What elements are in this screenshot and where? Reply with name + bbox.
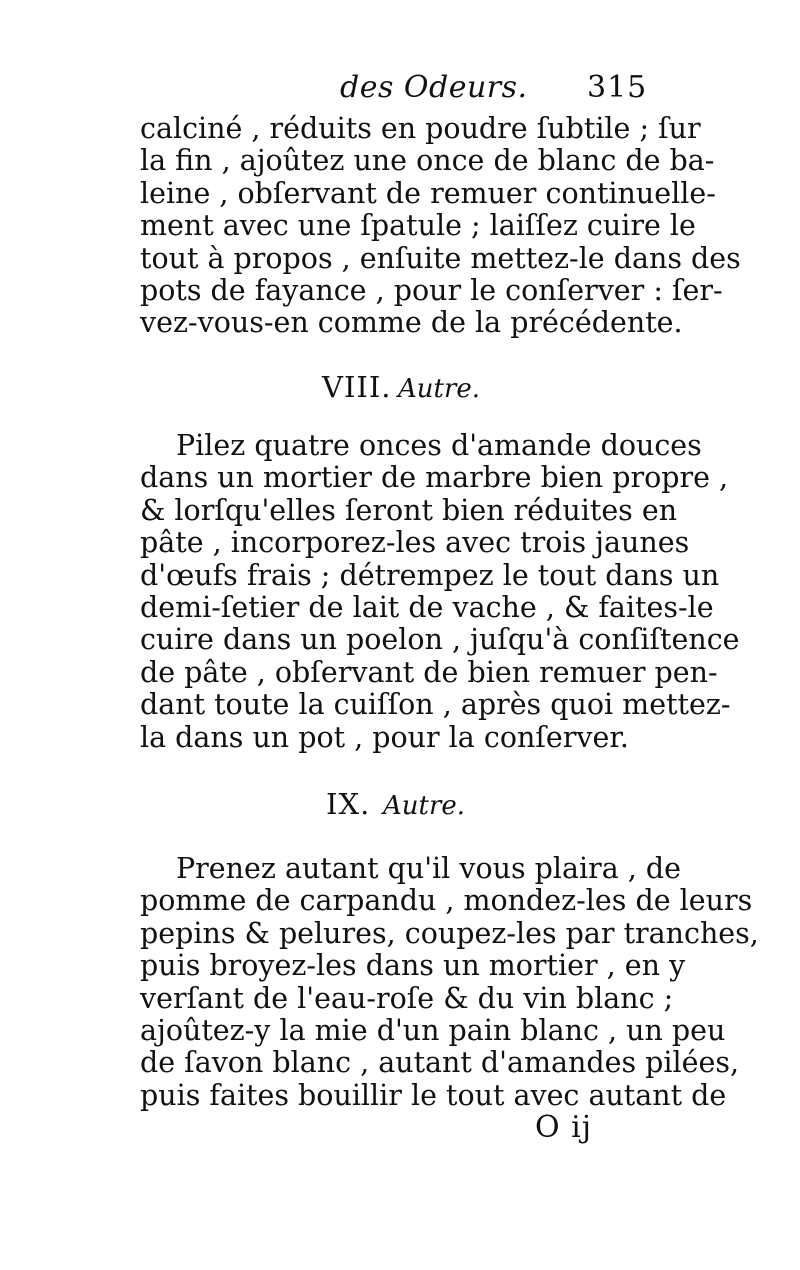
text-line: dans un mortier de marbre bien propre , — [140, 461, 729, 495]
text-line: demi-ſetier de lait de vache , & faites-le — [140, 590, 714, 624]
running-title: des Odeurs. — [340, 70, 528, 105]
text-line: vez-vous-en comme de la précédente. — [140, 306, 683, 340]
text-line: dant toute la cuiſſon , après quoi mettez- — [140, 688, 731, 722]
text-line: & lorſqu'elles ſeront bien réduites en — [140, 493, 678, 527]
text-line: leine , obſervant de remuer continuelle- — [140, 176, 716, 210]
text-line: calciné , réduits en poudre ſubtile ; ſur — [140, 112, 701, 145]
paragraph-recipe-viii — [140, 429, 740, 754]
running-head — [0, 70, 800, 110]
text-line: de ſavon blanc , autant d'amandes pilées, — [140, 1046, 740, 1080]
section-title: Autre. — [383, 791, 466, 821]
text-line: puis broyez-les dans un mortier , en y — [140, 949, 686, 983]
text-line: la dans un pot , pour la conſerver. — [140, 720, 629, 754]
text-line: puis faites bouillir le tout avec autant de — [140, 1078, 727, 1112]
text-line: pomme de carpandu , mondez-les de leurs — [140, 884, 753, 918]
paragraph-recipe-ix — [140, 852, 759, 1112]
text-line: ment avec une ſpatule ; laiſſez cuire le — [140, 209, 696, 243]
text-line: ajoûtez-y la mie d'un pain blanc , un peu — [140, 1013, 726, 1047]
paragraph-continued — [140, 112, 741, 340]
text-line: Prenez autant qu'il vous plaira , de — [176, 852, 682, 885]
text-line: pots de fayance , pour le conſerver : ſer- — [140, 273, 723, 307]
text-line: cuire dans un poelon , juſqu'à conſiſtence — [140, 623, 740, 657]
text-line: pepins & pelures, coupez-les par tranches, — [140, 916, 759, 950]
text-line: pâte , incorporez-les avec trois jaunes — [140, 526, 690, 560]
section-number: IX. — [326, 787, 371, 821]
text-line: tout à propos , enſuite mettez-le dans des — [140, 241, 741, 275]
signature-mark: O ij — [535, 1110, 593, 1145]
text-line: de pâte , obſervant de bien remuer pen- — [140, 655, 718, 689]
text-line: la fin , ajoûtez une once de blanc de ba- — [140, 144, 715, 178]
text-line: Pilez quatre onces d'amande douces — [176, 429, 702, 462]
section-title: Autre. — [398, 374, 481, 404]
text-line: d'œufs frais ; détrempez le tout dans un — [140, 558, 720, 592]
section-number: VIII. — [322, 370, 392, 404]
text-line: verſant de l'eau-roſe & du vin blanc ; — [140, 981, 674, 1015]
page-number: 315 — [587, 70, 648, 105]
